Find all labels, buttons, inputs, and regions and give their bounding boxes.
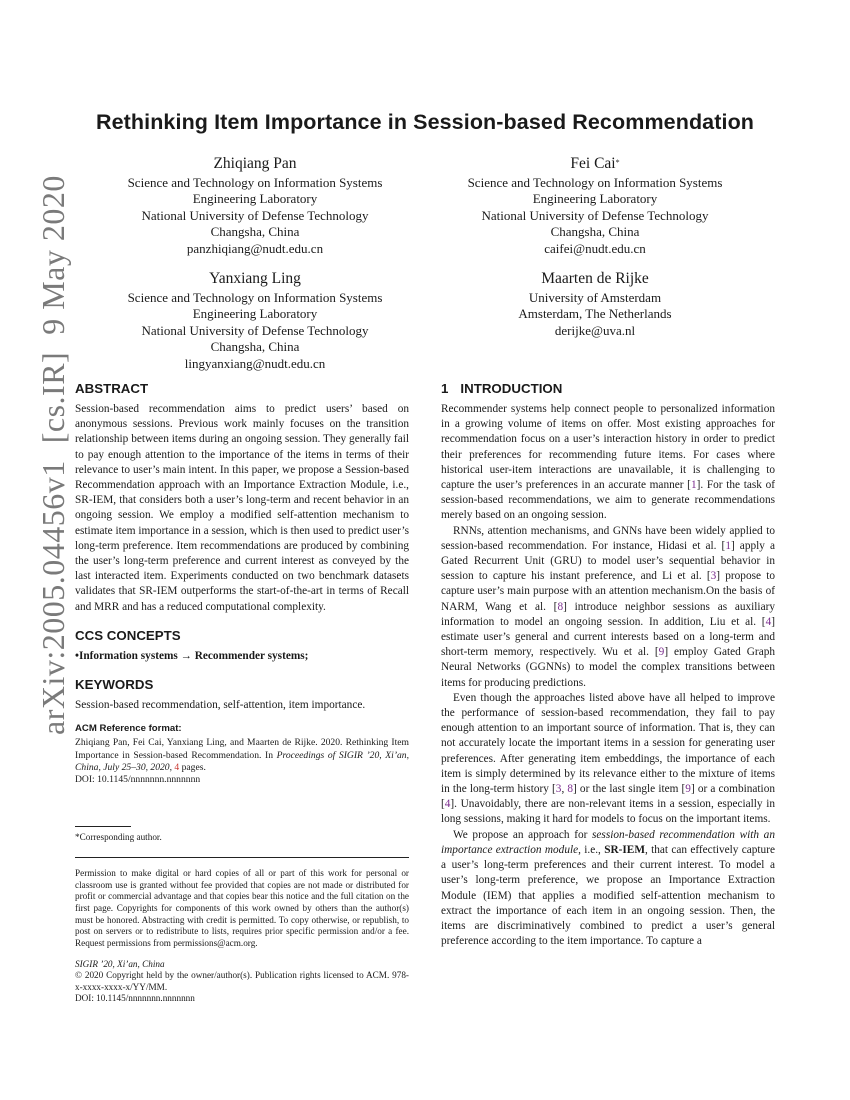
permission-doi: DOI: 10.1145/nnnnnnn.nnnnnnn	[75, 993, 195, 1004]
text: RNNs, attention mechanisms, and GNNs have been widely applied to session-based recommendation. For instance, Hidasi et al. [	[441, 524, 775, 552]
left-column	[75, 380, 409, 786]
text: ] apply a Gated Recurrent Unit (GRU) to model user’s sequential behavior in session to capture his instant preference, and Li et al. [	[441, 539, 775, 583]
text: ]. For the task of session-based recommendations, we aim to generate recommendations merely based on an ongoing session.	[441, 479, 775, 522]
intro-paragraph-2	[441, 524, 775, 691]
author-name: Yanxiang Ling	[209, 270, 301, 287]
author-name: Zhiqiang Pan	[213, 155, 297, 172]
author-block-2	[440, 154, 750, 257]
acm-reference-authors: Zhiqiang Pan, Fei Cai, Yanxiang Ling, and Maarten de Rijke. 2020. Rethinking Item Importance in Session-based Recommendation. In	[75, 737, 409, 761]
acm-reference	[75, 723, 409, 786]
author-email: lingyanxiang@nudt.edu.cn	[184, 355, 326, 371]
author-affiliation: Engineering Laboratory	[532, 191, 658, 207]
intro-paragraph-4	[441, 828, 775, 950]
intro-heading	[441, 380, 775, 398]
citation-link[interactable]: 3	[710, 570, 717, 583]
permission-venue: SIGIR ’20, Xi’an, China	[75, 958, 165, 969]
section-number: 1	[441, 381, 449, 396]
author-email: derijke@uva.nl	[554, 322, 636, 338]
citation-link[interactable]: 9	[685, 783, 691, 796]
citation-link[interactable]: 8	[557, 600, 564, 613]
text: ,	[561, 783, 568, 796]
ccs-heading: CCS CONCEPTS	[75, 627, 181, 643]
right-column	[441, 380, 775, 949]
keywords-heading: KEYWORDS	[75, 677, 154, 693]
author-block-1	[100, 154, 410, 257]
author-affiliation: Science and Technology on Information Systems	[467, 175, 723, 190]
text: ]. Unavoidably, there are non-relevant items in a session, especially in long sessions, making it hard for models to focus on the important items.	[441, 798, 775, 826]
permission-copyright: © 2020 Copyright held by the owner/author(s). Publication rights licensed to ACM. 978-x-xxxx-xxxx-x/YY/MM.	[75, 970, 409, 992]
citation-link[interactable]: 4	[444, 798, 451, 811]
text: ] propose to capture user’s main purpose with an attention mechanism.On the basis of NARM, Wang et al. [	[441, 570, 776, 613]
author-affiliation: National University of Defense Technology	[141, 322, 369, 338]
permission-block	[75, 859, 409, 1005]
text: ] introduce neighbor sessions as auxiliary information to model an ongoing session. In addition, Liu et al. [	[441, 600, 775, 628]
paper-title: Rethinking Item Importance in Session-based Recommendation	[95, 110, 755, 134]
text: , that can effectively capture a user’s long-term preferences and their current interest. To model a user’s long-term preference, we propose an Importance Extraction Module (IEM) that applies a modified self-attention mechanism to extract the importance of each item in an ongoing session. Then, the items are discriminatively combined to predict a user’s general preference according to the item importance. To capture a	[441, 843, 775, 948]
citation-link[interactable]: 1	[690, 479, 697, 492]
author-name: Maarten de Rijke	[541, 270, 649, 287]
acm-reference-venue: Proceedings of SIGIR ’20, Xi’an, China, July 25–30, 2020,	[75, 749, 410, 773]
permission-text: Permission to make digital or hard copies of all or part of this work for personal or classroom use is granted without fee provided that copies are not made or distributed for profit or commercial advantage and that copies bear this notice and the full citation on the first page. Copyrights for components of this work owned by others than the author(s) must be honored. Abstracting with credit is permitted. To copy otherwise, or republish, to post on servers or to redistribute to lists, requires prior specific permission and/or a fee. Request permissions from permissions@acm.org.	[75, 868, 409, 948]
author-affiliation: Changsha, China	[210, 224, 300, 240]
footnote: *Corresponding author.	[75, 832, 162, 842]
text: Even though the approaches listed above have all helped to improve the performance of session-based recommendation, they fail to pay enough attention to an important source of information. That is, they can not accurately locate the important items in a session for generating user preferences. After generating item embeddings, the importance of each item is simply determined by its relevance either to the mixture of items in the long-term history [	[441, 691, 775, 796]
arxiv-stamp: arXiv:2005.04456v1 [cs.IR] 9 May 2020	[35, 175, 71, 735]
acm-reference-text	[75, 737, 409, 774]
acm-reference-heading: ACM Reference format:	[75, 723, 182, 735]
citation-link[interactable]: 3	[555, 783, 562, 796]
ccs-text: •Information systems → Recommender systems;	[75, 649, 309, 662]
author-email: panzhiqiang@nudt.edu.cn	[186, 240, 324, 256]
author-name: Fei Cai	[570, 155, 616, 172]
author-affiliation: Science and Technology on Information Systems	[127, 290, 383, 305]
text: We propose an approach for	[453, 828, 593, 841]
text: , i.e.,	[578, 843, 605, 856]
author-affiliation: Changsha, China	[550, 224, 640, 240]
author-email: caifei@nudt.edu.cn	[544, 240, 646, 256]
section-title: INTRODUCTION	[460, 381, 563, 396]
author-block-3	[100, 269, 410, 372]
abstract-text: Session-based recommendation aims to predict users’ based on anonymous sessions. Previous work mainly focuses on the transition relationship between items during an ongoing session. They generally fail to pay enough attention to the importance of the items in terms of their relevance to user’s main intent. In this paper, we propose a Session-based Recommendation approach with an Importance Extraction Module, i.e., SR-IEM, that considers both a user’s long-term and recent behavior in an ongoing session. We employ a modified self-attention mechanism to estimate item importance in a session, which is then used to predict user’s long-term preference. Item recommendations are produced by combining the user’s long-term preference and current interest as conveyed by the last interacted item. Experiments conducted on two benchmark datasets validates that SR-IEM outperforms the start-of-the-art in terms of Recall and MRR and has a reduced computational complexity.	[75, 403, 409, 613]
corresponding-mark: *	[615, 158, 620, 167]
acm-reference-pages: pages.	[179, 761, 206, 773]
author-affiliation: Science and Technology on Information Systems	[127, 175, 383, 190]
keywords-text: Session-based recommendation, self-attention, item importance.	[75, 699, 366, 712]
intro-paragraph-1	[441, 402, 775, 524]
permission-rule	[75, 857, 409, 858]
text: ] or the last single item [	[573, 783, 686, 796]
footnote-rule	[75, 826, 131, 827]
intro-paragraph-3	[441, 691, 775, 828]
model-name: SR-IEM	[604, 843, 645, 856]
acm-reference-pages-link[interactable]: 4	[174, 761, 180, 773]
author-affiliation: Engineering Laboratory	[192, 191, 318, 207]
author-affiliation: Amsterdam, The Netherlands	[518, 306, 672, 322]
abstract-heading: ABSTRACT	[75, 381, 149, 396]
author-affiliation: Engineering Laboratory	[192, 306, 318, 322]
author-affiliation: University of Amsterdam	[528, 290, 662, 305]
citation-link[interactable]: 9	[658, 646, 665, 659]
citation-link[interactable]: 1	[725, 539, 731, 552]
acm-reference-doi: DOI: 10.1145/nnnnnnn.nnnnnnn	[75, 774, 201, 786]
author-affiliation: National University of Defense Technology	[481, 207, 709, 223]
author-block-4	[440, 269, 750, 339]
text: ] or a combination [	[441, 783, 775, 811]
text: ] employ Gated Graph Neural Networks (GGNNs) to model the complex transitions between items for producing predictions.	[441, 646, 776, 689]
author-affiliation: National University of Defense Technology	[141, 207, 369, 223]
text: ] estimate user’s general and current interests based on a long-term and short-term memory, respectively. Wu et al. [	[441, 615, 775, 659]
emphasis: session-based recommendation with an importance extraction module	[441, 828, 775, 856]
text: Recommender systems help connect people to personalized information in a growing volume of items on offer. Most existing approaches for recommendation focus on a user’s interaction history in order to predict their preferences for recommending future items. For cases where historical user-item interactions are unavailable, it is challenging to capture the user’s preferences in an accurate manner [	[441, 403, 775, 492]
citation-link[interactable]: 8	[567, 783, 574, 796]
author-affiliation: Changsha, China	[210, 339, 300, 355]
citation-link[interactable]: 4	[765, 615, 772, 628]
